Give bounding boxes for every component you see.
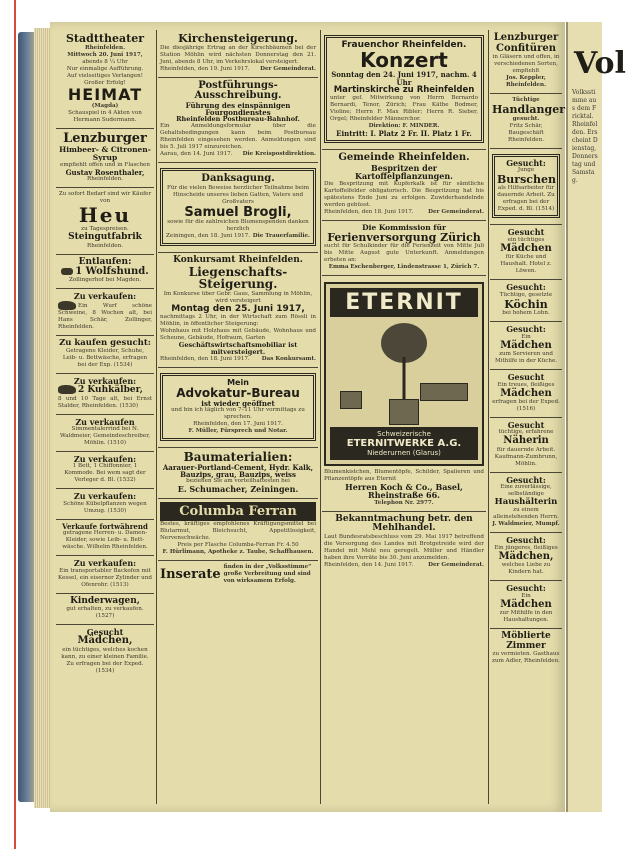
ad-seller: J. Waldmeier, Mumpf. <box>492 521 560 528</box>
ad-line: Ein <box>521 592 531 599</box>
ad-burschen <box>490 149 562 226</box>
ad-date: Rheinfelden, den 18. Juni 1917. <box>324 208 414 215</box>
ad-advokatur <box>158 368 318 448</box>
ad-price: Eintritt: I. Platz 2 Fr. II. Platz 1 Fr. <box>336 129 472 139</box>
ad-big: Burschen <box>497 172 556 186</box>
ad-line: Eine zuverlässige, selbständige <box>500 484 552 498</box>
ad-signature: Der Gemeinderat. <box>428 208 484 215</box>
ad-text: zum Servieren und Mithilfe in der Küche. <box>494 351 558 365</box>
ad-text: empfiehlt offen und in Flaschen <box>60 161 150 168</box>
ad-title: Columba Ferran <box>160 502 316 521</box>
ad-maedchen-5 <box>490 581 562 629</box>
ad-haushaelterin <box>490 473 562 533</box>
play-title: HEIMAT <box>67 84 143 104</box>
ad-title: Lenzburger <box>63 131 147 147</box>
adjacent-page <box>566 22 626 812</box>
ad-line: Junge <box>517 166 535 173</box>
ad-text: Bestes, kräftiges empfohlenes Kräftigungsmittel bei Blutarmut, Bleichsucht, Appetitlosigkeit, Nervenschwäche. <box>160 520 316 541</box>
ad-text: 1 Bett, 1 Chiffonnier, 1 Kommode. Bei wem sagt der Verleger d. Bl. (1532) <box>64 463 146 484</box>
ad-title: Zu verkaufen: <box>73 453 137 464</box>
flower-tub <box>389 399 419 425</box>
eternit-line: Schweizerische <box>377 430 431 439</box>
ad-title: Kinderwagen, <box>70 595 140 606</box>
ad-text: erfragen bei der Exped. (1516) <box>492 399 560 413</box>
ad-line: tüchtige, erfahrene <box>498 429 554 436</box>
ad-line: ein tüchtiges <box>507 236 545 243</box>
ad-title: Gemeinde Rheinfelden. <box>338 152 470 164</box>
column-2 <box>158 30 318 804</box>
ad-columba-ferran <box>158 499 318 561</box>
ad-line: Großer Erfolg! <box>84 79 126 86</box>
ad-title: Zu verkaufen <box>75 416 135 427</box>
ad-title: Danksagung. <box>201 173 275 185</box>
ad-title: Zu kaufen gesucht: <box>59 337 151 348</box>
ad-eternit <box>322 276 486 512</box>
ad-title: Gesucht: <box>506 157 546 168</box>
ad-date: Rheinfelden, den 14. Juni 1917. <box>324 561 414 568</box>
ad-text: für Küche und Haushalt. Hotel z. Löwen. <box>500 254 552 275</box>
ad-sub: Führung des einspännigen Fourgondienstes <box>185 100 291 117</box>
play-author: Schauspiel in 4 Akten von Hermann Sudermann. <box>68 110 142 124</box>
ad-text: nachmittags 2 Uhr, in der Wirtschaft zum Rössli in Möhlin, in öffentlicher Steigerung: <box>160 314 316 328</box>
column-rule <box>488 30 489 804</box>
ad-big: 2 Kuhkälber, <box>78 385 143 396</box>
ad-verkaufe <box>56 520 154 556</box>
ad-title: Gesucht <box>86 626 124 637</box>
ad-big: Haushälterin <box>494 497 558 508</box>
ad-line: Nur einmalige Aufführung. <box>66 65 144 72</box>
ad-big: 1 Wolfshund. <box>75 265 149 277</box>
ad-title: Gesucht: <box>506 282 546 293</box>
ad-title: Gesucht: <box>506 324 546 335</box>
ad-date: Sonntag den 24. Juni 1917, nachm. 4 Uhr <box>331 70 477 87</box>
ad-title: Zu verkaufen: <box>73 291 137 302</box>
plant-illustration <box>330 317 478 427</box>
ad-postfuehrung <box>158 78 318 164</box>
ad-text: für dauernde Arbeit. Kaufmann-Zumbrunn, Möhlin. <box>494 446 558 467</box>
ad-line: Ein treues, fleißiges <box>497 381 555 388</box>
ad-title: Gesucht: <box>506 583 546 594</box>
ad-baumaterialien <box>158 448 318 499</box>
ad-mehlhandel <box>322 512 486 573</box>
ad-title: Lenzburger Confitüren <box>493 32 559 54</box>
ad-big: Mädchen, <box>77 635 133 647</box>
ad-text: unter gef. Mitwirkung von Herrn Bernardo Bernardi, Tenor, Zürich; Frau Käthe Bodmer, Violine; Herrn F. Max Ribler; Herrn R. Sieber, Orgel; Rheinfelder Männerchor. <box>330 95 478 123</box>
ad-text: Geschäftswirtschaftsmobiliar ist mitversteigert. <box>178 341 298 357</box>
ad-text: sowie für die zahlreichen Blumenspenden danken herzlich <box>167 219 309 233</box>
tree-trunk <box>403 357 406 402</box>
ad-confitueren <box>490 30 562 94</box>
red-margin-line <box>14 0 16 849</box>
ad-stadttheater <box>56 30 154 129</box>
ad-wolfshund <box>56 255 154 290</box>
ad-title: Kirchensteigerung. <box>178 32 298 45</box>
ad-signature: Die Trauerfamilie. <box>252 233 310 240</box>
ad-zu-kaufen <box>56 336 154 374</box>
ad-text: zu vermieten. Gasthaus zum Adler, Rheinfelden. <box>492 650 560 664</box>
ad-title: Zu verkaufen: <box>73 375 137 386</box>
ad-place: Martinskirche zu Rheinfelden <box>333 85 475 96</box>
adjacent-page-text: Volksstimme aus dem Fricktal. Rheinfelden. Erscheint Dienstag, Donnerstag und Samstag. <box>572 89 598 184</box>
ad-koechin <box>490 280 562 322</box>
ad-title: Bekanntmachung betr. den Mehlhandel. <box>335 513 473 534</box>
column-3 <box>322 30 486 804</box>
ad-text: und bin ich täglich von 7–11 Uhr vormittags zu sprechen. <box>171 407 305 421</box>
ad-title: Gesucht <box>507 227 545 238</box>
ad-inserate <box>158 561 318 589</box>
ad-conductor: Direktion: F. MINDER. <box>368 123 440 130</box>
ad-gemeinde <box>322 150 486 220</box>
ad-big: Heu <box>78 203 132 228</box>
ad-title: Zu verkaufen: <box>73 491 137 502</box>
ad-big: Mädchen, <box>498 550 554 562</box>
ad-big: Mädchen <box>500 598 552 610</box>
flower-pot <box>340 391 362 409</box>
ad-title: Die Kommission für <box>362 222 446 232</box>
ad-text: sucht für Schulkinder für die Ferienzeit von Mitte Juli bis Mitte August gute Unterkunft. Anmeldungen erbeten an: <box>324 243 484 264</box>
ad-text: Blumenkistchen, Blumentöpfe, Schilder, Spalieren und Pflanzentöpfe aus Eternit <box>324 469 484 483</box>
ad-signature: Das Konkursamt. <box>261 355 316 362</box>
play-subtitle: (Magda) <box>91 103 119 110</box>
ad-line: ist wieder geöffnet <box>201 398 275 408</box>
ad-text: Schöne Kübelpflanzen wegen Umzug. (1530) <box>63 500 147 514</box>
ad-name: Samuel Brogli, <box>184 204 292 220</box>
ad-date: Aarau, den 14. Juni 1917. <box>160 151 233 158</box>
ad-text: bei hohem Lohn. <box>502 310 550 317</box>
ad-zimmer <box>490 629 562 669</box>
ad-kuhkaelber <box>56 374 154 415</box>
ad-handlanger <box>490 94 565 149</box>
ad-signature: Die Kreispostdirektion. <box>242 151 316 158</box>
ad-ferienversorgung <box>322 221 486 276</box>
pointing-hand-icon <box>61 268 73 275</box>
ad-signature: Der Gemeinderat. <box>260 65 316 72</box>
ad-big: Advokatur-Bureau <box>176 386 300 401</box>
ad-sub: Rheinfelden Postbureau-Bahnhof. <box>176 115 300 124</box>
ad-firm: E. Schumacher, Zeiningen. <box>177 484 299 495</box>
ad-maedchen-4 <box>490 533 562 581</box>
ad-text: Ein Anmeldungsformular über die Gehaltsbedingungen kann beim Postbureau Rheinfelden eingesehen werden. Anmeldungen sind bis 5. Juli 1917 einzureichen. <box>160 123 316 151</box>
ad-text: 8 und 10 Tage alt, bei Ernst Stalder, Rheinfelden. (1530) <box>58 395 152 409</box>
ad-title: Gesucht <box>507 420 545 431</box>
ad-seller: Jos. Keppler, Rheinfelden. <box>505 75 547 88</box>
newspaper-page <box>50 22 565 812</box>
ad-text: Ein transportabler Backofen mit Kessel, ein eiserner Zylinder und Ofenrohr. (1513) <box>58 567 152 588</box>
ad-date: Montag den 25. Juni 1917, <box>171 303 305 314</box>
ad-title: Verkaufe fortwährend <box>62 521 148 531</box>
ad-dealer: Herren Koch & Co., Basel, Rheinstraße 66. <box>345 482 463 501</box>
ad-place: Rheinfelden. <box>87 242 123 249</box>
ad-place: Rheinfelden. <box>87 176 123 183</box>
column-rule <box>320 30 321 804</box>
ad-text: als Hilfsarbeiter für dauernde Arbeit. Zu erfragen bei der Exped. d. Bl. (1514) <box>497 185 555 213</box>
eternit-place: Niederurnen (Glarus) <box>367 449 441 458</box>
ad-title: Konkursamt Rheinfelden. <box>173 255 303 266</box>
eternit-company: ETERNITWERKE A.G. <box>346 438 462 450</box>
ad-text: Zu sofort Bedarf sind wir Käufer von <box>58 191 152 205</box>
ad-danksagung <box>158 163 318 253</box>
ad-title: Möblierte Zimmer <box>501 631 551 651</box>
flower-box <box>420 383 468 401</box>
ad-product: Himbeer- & Citronen-Syrup <box>59 144 151 162</box>
ad-title: Zu verkaufen: <box>73 558 137 569</box>
ad-kuebelpflanzen <box>56 489 154 519</box>
ad-phone: Telephon Nr. 2977. <box>374 499 434 506</box>
ad-lenzburger-syrup <box>56 129 154 188</box>
ad-kinderwagen <box>56 594 154 625</box>
ad-text: Getragene Kleider, Schuhe, Leib- u. Bettwäsche, erfragen bei der Exp. (1534) <box>62 347 148 368</box>
ad-date: Zeiningen, den 18. Juni 1917. <box>166 233 251 240</box>
ad-big: Köchin <box>504 297 548 311</box>
ad-text: getragene Herren- u. Damen-Kleider, sowie Leib- u. Bettwäsche. Wilhelm Rheinfelden. <box>62 530 148 551</box>
ad-place: Rheinfelden. <box>84 44 126 51</box>
ad-title: Mein <box>227 377 249 387</box>
ad-title: Gesucht <box>507 372 545 383</box>
ad-text: zur Mithilfe in den Haushaltungen. <box>499 610 553 624</box>
ad-text: ein tüchtiges, welches kochen kann, zu einer kleinen Familie. Zu erfragen bei der Exped. (1534) <box>61 646 149 674</box>
ad-maedchen-1 <box>490 225 562 280</box>
ad-naeherin <box>490 418 562 473</box>
ad-text: finden in der „Volksstimme“ große Verbreitung und sind von wirksamem Erfolg. <box>223 563 312 584</box>
ad-text: zu einem alleinstehenden Herrn. <box>493 507 559 521</box>
ad-text: in Gläsern und offen, in verschiedenen Sorten, empfiehlt <box>492 54 560 74</box>
ad-line: gesucht. <box>512 115 540 122</box>
ad-title: Gesucht: <box>506 474 546 485</box>
ad-seller: F. Hürlimann, Apotheke z. Taube, Schaffhausen. <box>162 548 314 555</box>
ad-text: Die Bespritzung mit Kupferkalk ist für sämtliche Kartoffelfelder obligatorisch. Die Bespritzung hat bis spätestens Ende Juni zu erfolgen. Zuwiderhandelnde werden gebüsst. <box>324 180 484 208</box>
ad-price: Preis per Flasche Columba-Ferran Fr. 4.50 <box>177 541 299 548</box>
pig-icon <box>58 301 76 310</box>
ad-title: Frauenchor Rheinfelden. <box>341 40 467 50</box>
ad-title: Gesucht: <box>506 535 546 546</box>
ad-title: Postführungs-Ausschreibung. <box>194 79 282 102</box>
ad-date: Rheinfelden, den 18. Juni 1917. <box>160 355 250 362</box>
ad-maedchen-3 <box>490 370 562 418</box>
column-4 <box>490 30 565 804</box>
eternit-logo: ETERNIT <box>330 288 478 317</box>
ad-big: Näherin <box>503 435 549 447</box>
ad-date: Rheinfelden, den 19. Juni 1917. <box>160 65 250 72</box>
ad-simmental <box>56 415 154 452</box>
ad-title: Tüchtige <box>512 97 540 103</box>
ad-text: Wohnhaus mit Holzhaus mit Gebäude, Wohnhaus und Scheune, Gebäude, Hofraum, Garten <box>160 328 316 342</box>
ad-line: Tüchtige, gesetzte <box>499 291 553 298</box>
ad-kirschensteigerung <box>158 30 318 78</box>
ad-text: welches Liebe zu Kindern hat. <box>501 562 551 576</box>
ad-text: Ein Wurf schöne Schweine, 8 Wochen alt, bei Hans Schär, Zollinger, Rheinfelden. <box>58 302 152 330</box>
ad-signature: Der Gemeinderat. <box>428 561 484 568</box>
ad-big: Mädchen <box>500 242 552 254</box>
ad-maedchen-2 <box>490 322 562 370</box>
ad-text: Im Konkurse über Gebr. Gaus, Sammlung in Möhlin, wird versteigert <box>163 290 313 304</box>
ad-text: Zollingerhof bei Magden. <box>69 277 141 284</box>
ad-text: zu Tagespreisen. <box>81 226 129 233</box>
ad-backofen <box>56 556 154 593</box>
ad-title: Baumaterialien: <box>183 450 293 465</box>
ad-konkursamt <box>158 253 318 368</box>
ad-maedchen <box>56 625 154 679</box>
ad-title: Stadttheater <box>65 32 144 45</box>
calf-icon <box>58 385 76 394</box>
ad-line: beziehen Sie am vorteilhaftesten bei <box>186 478 290 485</box>
ad-big: Liegenschafts-Steigerung. <box>188 264 288 292</box>
column-rule <box>156 30 157 804</box>
ad-sub: Bespritzen der Kartoffelpflanzungen. <box>355 162 453 182</box>
ad-line: Ein jüngeres, fleißiges <box>494 544 558 551</box>
ad-title: Inserate <box>160 566 221 582</box>
ad-schweine <box>56 289 154 335</box>
ad-kommode <box>56 452 154 489</box>
ad-heu <box>56 188 154 254</box>
ad-text: Die diesjährige Ertrag an der Kirschbäumen bei der Station Möhlin wird nächsten Donnerstag den 21. Juni, abends 8 Uhr, im Verkehrslokal versteigert. <box>160 44 316 65</box>
ad-title: Entlaufen: <box>78 256 132 267</box>
ad-big: Konzert <box>360 48 448 73</box>
column-1 <box>56 30 154 804</box>
adjacent-page-heading: Vol <box>574 46 626 81</box>
ad-text: Simmentalerrind bei N. Waldmeier, Gemeindeschreiber, Möhlin. (1510) <box>59 425 151 446</box>
ad-line: Ein <box>521 333 531 340</box>
ad-seller: Gustav Rosenthaler, <box>65 167 145 177</box>
ad-text: Für die vielen Beweise herzlicher Teilnahme beim Hinscheide unseres lieben Gatten, Vaters und Großvaters <box>166 184 310 205</box>
ad-line: abends 8 ¼ Uhr <box>82 58 128 65</box>
ad-big: Handlanger <box>492 103 565 116</box>
ad-name: Emma Eschenberger, Lindenstrasse 1, Zürich 7. <box>328 264 480 271</box>
ad-seller: Fritz Schär, Baugeschäft Rheinfelden. <box>508 122 544 143</box>
ad-signature: F. Müller, Fürsprech und Notar. <box>188 428 288 435</box>
ad-date: Rheinfelden, den 17. Juni 1917. <box>193 421 283 428</box>
ad-big: Ferienversorgung Zürich <box>327 230 481 244</box>
ad-text: Aarauer-Portland-Cement, Hydr. Kalk, Bauzips, grau, Bauzips, weiss <box>162 462 314 480</box>
ad-firm: Steingutfabrik <box>68 232 142 243</box>
ad-big: Mädchen <box>500 387 552 399</box>
ad-line: Auf vielseitiges Verlangen! <box>66 72 144 79</box>
ad-konzert <box>322 30 486 150</box>
ad-date: Mittwoch 20. Juni 1917, <box>67 51 143 58</box>
ad-text: Laut Bundesratsbeschluss vom 29. Mai 1917 betreffend die Versorgung des Landes mit Brotgetreide wird der Handel mit Mehl neu geregelt. Müller und Händler haben ihre Vorräte bis 30. Juni anzumelden. <box>324 533 484 561</box>
ad-big: Mädchen <box>500 339 552 351</box>
ad-text: gut erhalten, zu verkaufen. (1527) <box>66 605 144 619</box>
